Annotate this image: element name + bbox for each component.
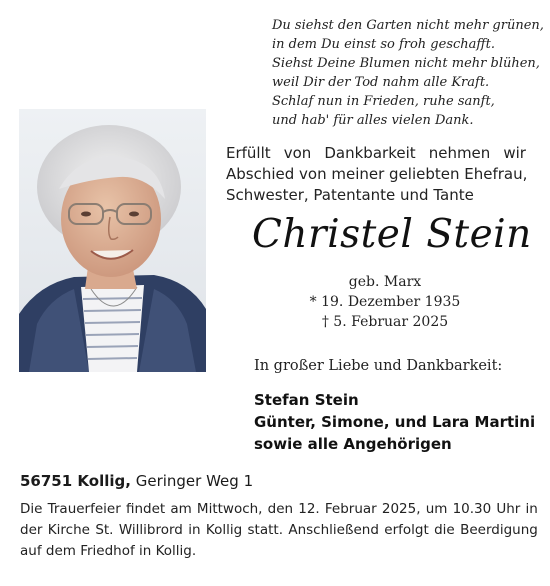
service-word: Willibrord <box>118 522 183 538</box>
service-word: Beerdigung <box>460 522 538 538</box>
service-word: Anschließend <box>288 522 379 538</box>
birth-date: * 19. Dezember 1935 <box>309 294 461 310</box>
thanks-line: In großer Liebe und Dankbarkeit: <box>254 358 503 374</box>
poem <box>272 16 542 130</box>
service-word: Kirche <box>47 522 90 538</box>
service-word: um <box>425 501 448 517</box>
poem-line: und hab' für alles vielen Dank. <box>272 113 474 128</box>
address-street: Geringer Weg 1 <box>135 472 254 490</box>
poem-line: in dem Du einst so froh geschafft. <box>272 37 495 52</box>
family-names <box>254 389 535 455</box>
intro-line: Abschied von meiner geliebten Ehefrau, <box>226 165 528 183</box>
address <box>20 472 253 490</box>
service-info <box>20 499 538 562</box>
service-word: 12. <box>298 501 320 517</box>
service-word: die <box>434 522 455 538</box>
service-word: Kollig <box>205 522 243 538</box>
service-word: Die <box>20 501 43 517</box>
family-line: Stefan Stein <box>254 391 359 409</box>
intro-text <box>226 143 526 206</box>
service-word: Mittwoch, <box>196 501 263 517</box>
service-word: Februar <box>324 501 377 517</box>
intro-line: Schwester, Patentante und Tante <box>226 186 474 204</box>
poem-line: weil Dir der Tod nahm alle Kraft. <box>272 75 490 90</box>
intro-word: von <box>283 144 312 162</box>
intro-word: wir <box>503 144 526 162</box>
poem-line: Siehst Deine Blumen nicht mehr blühen, <box>272 56 540 71</box>
poem-line: Schlaf nun in Frieden, ruhe sanft, <box>272 94 495 109</box>
service-word: Uhr <box>496 501 521 517</box>
address-zip-city: 56751 Kollig, <box>20 472 131 490</box>
service-line-justified <box>20 520 538 541</box>
service-word: den <box>267 501 294 517</box>
intro-line-justified <box>226 143 526 164</box>
service-word: statt. <box>247 522 283 538</box>
portrait-photo <box>19 109 206 372</box>
intro-word: Erfüllt <box>226 144 271 162</box>
service-word: am <box>170 501 192 517</box>
service-word: in <box>188 522 201 538</box>
service-word: 10.30 <box>452 501 492 517</box>
life-dates <box>300 272 470 332</box>
service-word: St. <box>95 522 114 538</box>
service-line: auf dem Friedhof in Kollig. <box>20 543 197 559</box>
deceased-name: Christel Stein <box>252 212 532 257</box>
family-line: Günter, Simone, und Lara Martini <box>254 413 536 431</box>
intro-word: Dankbarkeit <box>324 144 416 162</box>
service-word: erfolgt <box>384 522 429 538</box>
service-line-justified <box>20 499 538 520</box>
service-word: findet <box>125 501 166 517</box>
family-line: sowie alle Angehörigen <box>254 435 452 453</box>
poem-line: Du siehst den Garten nicht mehr grünen, <box>272 18 544 33</box>
service-word: 2025, <box>381 501 421 517</box>
death-date: † 5. Februar 2025 <box>321 314 449 330</box>
intro-word: nehmen <box>428 144 491 162</box>
service-word: Trauerfeier <box>47 501 121 517</box>
service-word: der <box>20 522 43 538</box>
service-word: in <box>525 501 538 517</box>
maiden-name: geb. Marx <box>348 274 422 290</box>
